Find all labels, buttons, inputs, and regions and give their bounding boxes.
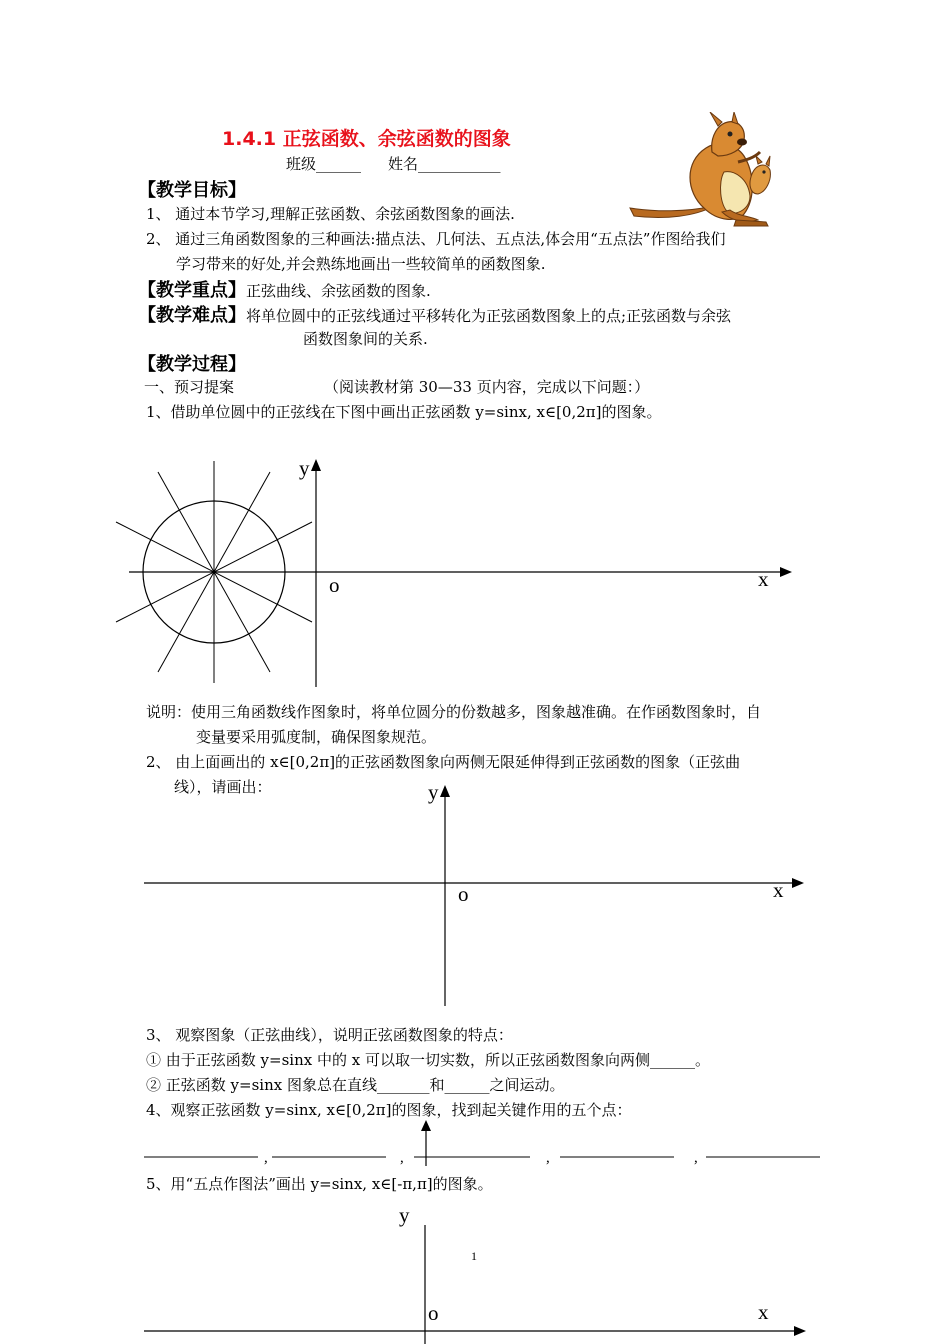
difficulty-row bbox=[138, 301, 731, 327]
key-point-text: 正弦曲线、余弦函数的图象. bbox=[246, 282, 431, 300]
goal-item-1: 1、 通过本节学习,理解正弦函数、余弦函数图象的画法. bbox=[146, 205, 515, 223]
question-2-cont: 线），请画出： bbox=[174, 778, 272, 796]
name-label: 姓名___________ bbox=[388, 155, 501, 173]
five-points-blanks bbox=[140, 1118, 824, 1168]
fig3-x-label: x bbox=[758, 1300, 769, 1324]
svg-text:,: , bbox=[546, 1150, 550, 1166]
question-5: 5、用“五点作图法”画出 y=sinx, x∈[-π,π]的图象。 bbox=[146, 1175, 493, 1193]
question-3-item-2: ② 正弦函数 y=sinx 图象总在直线_______和______之间运动。 bbox=[146, 1076, 565, 1094]
fig1-y-label: y bbox=[299, 456, 310, 480]
difficulty-text-cont: 函数图象间的关系. bbox=[303, 330, 428, 348]
fig1-origin-label: o bbox=[329, 573, 340, 597]
question-3: 3、 观察图象（正弦曲线），说明正弦函数图象的特点： bbox=[146, 1026, 513, 1044]
axes-figure-3 bbox=[140, 1225, 812, 1344]
difficulty-heading: 【教学难点】 bbox=[138, 305, 246, 326]
key-point-heading: 【教学重点】 bbox=[138, 280, 246, 301]
note-line-1: 说明：使用三角函数线作图象时，将单位圆分的份数越多，图象越准确。在作函数图象时，自 bbox=[146, 703, 762, 721]
class-label: 班级______ bbox=[286, 155, 362, 173]
goal-item-2: 2、 通过三角函数图象的三种画法:描点法、几何法、五点法,体会用“五点法”作图给我们 bbox=[146, 230, 726, 248]
question-4: 4、观察正弦函数 y=sinx, x∈[0,2π]的图象，找到起关键作用的五个点： bbox=[146, 1101, 632, 1119]
unit-circle-figure bbox=[112, 455, 802, 687]
page-number: 1 bbox=[471, 1249, 477, 1263]
fig3-y-label: y bbox=[399, 1203, 410, 1227]
goal-item-2-cont: 学习带来的好处,并会熟练地画出一些较简单的函数图象. bbox=[176, 255, 546, 273]
fig2-origin-label: o bbox=[458, 882, 469, 906]
note-line-2: 变量要采用弧度制，确保图象规范。 bbox=[196, 728, 437, 746]
preview-note: （阅读教材第 30—33 页内容，完成以下问题：） bbox=[324, 378, 650, 396]
goals-heading: 【教学目标】 bbox=[138, 180, 246, 201]
fig2-x-label: x bbox=[773, 878, 784, 902]
fig1-x-label: x bbox=[758, 567, 769, 591]
difficulty-text: 将单位圆中的正弦线通过平移转化为正弦函数图象上的点;正弦函数与余弦 bbox=[246, 307, 732, 325]
question-1: 1、借助单位圆中的正弦线在下图中画出正弦函数 y=sinx, x∈[0,2π]的图象。 bbox=[146, 403, 662, 421]
svg-text:,: , bbox=[400, 1150, 404, 1166]
axes-figure-2 bbox=[140, 780, 810, 1010]
key-point-row bbox=[138, 276, 431, 302]
svg-text:,: , bbox=[264, 1150, 268, 1166]
preview-title: 一、预习提案 bbox=[144, 378, 235, 396]
process-heading: 【教学过程】 bbox=[138, 354, 246, 375]
question-2: 2、 由上面画出的 x∈[0,2π]的正弦函数图象向两侧无限延伸得到正弦函数的图象（正弦曲 bbox=[146, 753, 741, 771]
question-3-item-1: ① 由于正弦函数 y=sinx 中的 x 可以取一切实数，所以正弦函数图象向两侧______。 bbox=[146, 1051, 710, 1069]
page-title: 1.4.1 正弦函数、余弦函数的图象 bbox=[222, 128, 511, 150]
kangaroo-illustration bbox=[626, 112, 810, 228]
fig3-origin-label: o bbox=[428, 1301, 439, 1325]
svg-text:,: , bbox=[694, 1150, 698, 1166]
fig2-y-label: y bbox=[428, 780, 439, 804]
